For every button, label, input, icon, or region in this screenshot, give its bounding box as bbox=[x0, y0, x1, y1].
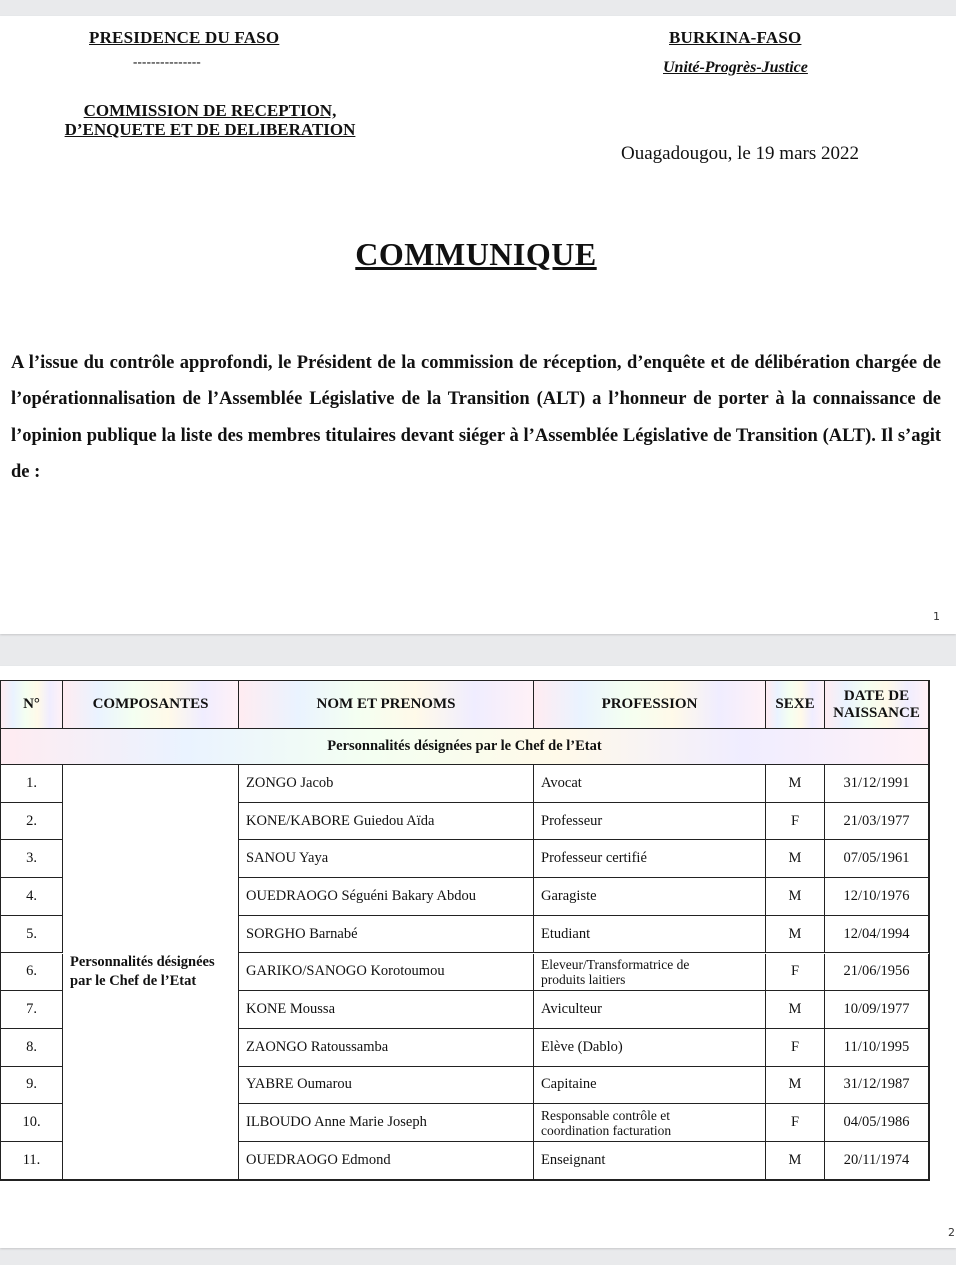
member-birthdate bbox=[825, 1029, 929, 1067]
member-birthdate-text: 21/06/1956 bbox=[843, 963, 910, 980]
left-separator: --------------- bbox=[133, 54, 201, 69]
header-sexe-label: SEXE bbox=[775, 696, 815, 712]
date-line: Ouagadougou, le 19 mars 2022 bbox=[621, 143, 859, 164]
member-name bbox=[239, 878, 534, 916]
member-sex bbox=[766, 765, 825, 803]
member-name bbox=[239, 1067, 534, 1105]
header-profession bbox=[534, 681, 766, 729]
member-birthdate bbox=[825, 991, 929, 1029]
member-sex bbox=[766, 991, 825, 1029]
commission-line-1: COMMISSION DE RECEPTION, bbox=[83, 101, 337, 120]
member-sex bbox=[766, 1067, 825, 1105]
member-sex-text: M bbox=[788, 774, 802, 791]
member-birthdate bbox=[825, 803, 929, 841]
member-birthdate-text: 07/05/1961 bbox=[843, 850, 910, 867]
member-name-text: KONE/KABORE Guiedou Aïda bbox=[246, 812, 435, 829]
member-birthdate-text: 12/04/1994 bbox=[843, 925, 910, 942]
member-profession bbox=[534, 840, 766, 878]
document-page-1 bbox=[0, 16, 956, 634]
member-profession bbox=[534, 1104, 766, 1142]
member-sex-text: F bbox=[790, 812, 800, 829]
profession-text: Etudiant bbox=[541, 925, 591, 942]
member-name bbox=[239, 1104, 534, 1142]
member-birthdate bbox=[825, 1067, 929, 1105]
member-name-text: KONE Moussa bbox=[246, 1001, 336, 1018]
member-birthdate bbox=[825, 916, 929, 954]
row-number bbox=[1, 1067, 63, 1105]
row-number bbox=[1, 840, 63, 878]
member-profession bbox=[534, 765, 766, 803]
commission-name bbox=[40, 101, 380, 139]
row-number-text: 2. bbox=[26, 812, 37, 829]
member-sex-text: M bbox=[788, 1076, 802, 1093]
header-date-line-2: NAISSANCE bbox=[833, 704, 920, 721]
member-profession bbox=[534, 916, 766, 954]
header-sexe bbox=[766, 681, 825, 729]
member-profession bbox=[534, 803, 766, 841]
member-sex-text: F bbox=[790, 1038, 800, 1055]
member-sex bbox=[766, 803, 825, 841]
profession-text: Aviculteur bbox=[541, 1001, 602, 1018]
section-title: Personnalités désignées par le Chef de l’Etat bbox=[327, 738, 602, 754]
member-sex bbox=[766, 840, 825, 878]
member-sex bbox=[766, 1104, 825, 1142]
member-name-text: GARIKO/SANOGO Korotoumou bbox=[246, 963, 445, 980]
composante-cell bbox=[63, 765, 239, 1180]
profession-line-2: coordination facturation bbox=[541, 1122, 672, 1138]
header-no-label: N° bbox=[23, 696, 40, 712]
member-sex bbox=[766, 916, 825, 954]
header-profession-label: PROFESSION bbox=[601, 696, 698, 712]
profession-text: Capitaine bbox=[541, 1076, 597, 1093]
member-name bbox=[239, 1029, 534, 1067]
member-name-text: OUEDRAOGO Séguéni Bakary Abdou bbox=[246, 887, 476, 904]
left-header: PRESIDENCE DU FASO bbox=[89, 28, 280, 47]
profession-line-1: Eleveur/Transformatrice de bbox=[541, 956, 690, 972]
row-number-text: 11. bbox=[22, 1151, 41, 1168]
row-number bbox=[1, 803, 63, 841]
row-number bbox=[1, 991, 63, 1029]
member-profession bbox=[534, 1067, 766, 1105]
member-name-text: YABRE Oumarou bbox=[246, 1076, 352, 1093]
member-sex-text: F bbox=[790, 1114, 800, 1131]
row-number-text: 8. bbox=[26, 1038, 37, 1055]
member-profession bbox=[534, 954, 766, 992]
header-composantes bbox=[63, 681, 239, 729]
member-birthdate-text: 04/05/1986 bbox=[843, 1114, 910, 1131]
profession-line-1: Responsable contrôle et bbox=[541, 1107, 670, 1123]
row-number-text: 3. bbox=[26, 850, 37, 867]
right-header: BURKINA-FASO bbox=[669, 28, 802, 47]
row-number-text: 9. bbox=[26, 1076, 37, 1093]
header-date bbox=[825, 681, 929, 729]
member-sex-text: M bbox=[788, 925, 802, 942]
member-sex-text: M bbox=[788, 1151, 802, 1168]
member-name bbox=[239, 916, 534, 954]
row-number bbox=[1, 878, 63, 916]
page-number-1: 1 bbox=[933, 610, 940, 623]
member-birthdate-text: 11/10/1995 bbox=[843, 1038, 910, 1055]
member-name bbox=[239, 954, 534, 992]
row-number-text: 4. bbox=[26, 887, 37, 904]
header-nom bbox=[239, 681, 534, 729]
member-profession bbox=[534, 878, 766, 916]
member-sex-text: M bbox=[788, 1001, 802, 1018]
row-number-text: 5. bbox=[26, 925, 37, 942]
composante-line-2: par le Chef de l’Etat bbox=[70, 972, 197, 989]
member-name-text: OUEDRAOGO Edmond bbox=[246, 1151, 391, 1168]
profession-text: Garagiste bbox=[541, 887, 597, 904]
member-name-text: ZONGO Jacob bbox=[246, 774, 334, 791]
member-birthdate bbox=[825, 1104, 929, 1142]
profession-text: Enseignant bbox=[541, 1151, 606, 1168]
row-number-text: 1. bbox=[26, 774, 37, 791]
page-number-2: 2 bbox=[948, 1226, 955, 1239]
profession-line-2: produits laitiers bbox=[541, 971, 626, 987]
profession-text: Avocat bbox=[541, 774, 582, 791]
member-sex-text: M bbox=[788, 887, 802, 904]
header-nom-label: NOM ET PRENOMS bbox=[316, 696, 456, 712]
member-profession bbox=[534, 1142, 766, 1180]
communique-body: A l’issue du contrôle approfondi, le Président de la commission de réception, d’enquête et de délibération chargée de l’opérationnalisation de l’Assemblée Législative de la Transition (ALT) a l’honneur de porter à la connaissance de l’opinion publique la liste des membres titulaires devant siéger à l’Assemblée Législative de Transition (ALT). Il s’agit de : bbox=[11, 353, 941, 482]
member-sex bbox=[766, 1029, 825, 1067]
members-table bbox=[0, 680, 930, 1181]
member-name-text: ZAONGO Ratoussamba bbox=[246, 1038, 389, 1055]
member-sex-text: F bbox=[790, 963, 800, 980]
row-number bbox=[1, 916, 63, 954]
member-birthdate bbox=[825, 878, 929, 916]
national-motto: Unité-Progrès-Justice bbox=[663, 59, 808, 76]
member-birthdate bbox=[825, 765, 929, 803]
row-number bbox=[1, 1104, 63, 1142]
member-birthdate-text: 10/09/1977 bbox=[843, 1001, 910, 1018]
member-profession bbox=[534, 1029, 766, 1067]
member-name-text: SANOU Yaya bbox=[246, 850, 329, 867]
member-sex-text: M bbox=[788, 850, 802, 867]
commission-line-2: D’ENQUETE ET DE DELIBERATION bbox=[64, 120, 356, 139]
member-profession bbox=[534, 991, 766, 1029]
member-name bbox=[239, 1142, 534, 1180]
row-number bbox=[1, 954, 63, 992]
member-name bbox=[239, 991, 534, 1029]
section-title-row bbox=[1, 729, 929, 765]
member-birthdate-text: 31/12/1991 bbox=[843, 774, 910, 791]
composante-line-1: Personnalités désignées bbox=[70, 953, 215, 970]
member-birthdate-text: 20/11/1974 bbox=[843, 1151, 910, 1168]
header-date-line-1: DATE DE bbox=[843, 687, 910, 704]
row-number-text: 10. bbox=[22, 1114, 41, 1131]
row-number bbox=[1, 1029, 63, 1067]
header-composantes-label: COMPOSANTES bbox=[92, 696, 209, 712]
profession-text: Professeur bbox=[541, 812, 603, 829]
member-birthdate bbox=[825, 1142, 929, 1180]
profession-text: Professeur certifié bbox=[541, 850, 647, 867]
row-number bbox=[1, 765, 63, 803]
member-sex bbox=[766, 1142, 825, 1180]
member-sex bbox=[766, 954, 825, 992]
member-name bbox=[239, 765, 534, 803]
header-no bbox=[1, 681, 63, 729]
row-number-text: 7. bbox=[26, 1001, 37, 1018]
member-birthdate-text: 21/03/1977 bbox=[843, 812, 910, 829]
member-birthdate bbox=[825, 840, 929, 878]
profession-text: Elève (Dablo) bbox=[541, 1038, 623, 1055]
row-number-text: 6. bbox=[26, 963, 37, 980]
member-name bbox=[239, 803, 534, 841]
member-birthdate-text: 31/12/1987 bbox=[843, 1076, 910, 1093]
page-title-text: COMMUNIQUE bbox=[355, 236, 597, 272]
page-title bbox=[0, 236, 952, 273]
member-name bbox=[239, 840, 534, 878]
member-birthdate-text: 12/10/1976 bbox=[843, 887, 910, 904]
document-page-2 bbox=[0, 666, 956, 1248]
member-birthdate bbox=[825, 954, 929, 992]
member-name-text: SORGHO Barnabé bbox=[246, 925, 358, 942]
row-number bbox=[1, 1142, 63, 1180]
member-name-text: ILBOUDO Anne Marie Joseph bbox=[246, 1114, 427, 1131]
member-sex bbox=[766, 878, 825, 916]
